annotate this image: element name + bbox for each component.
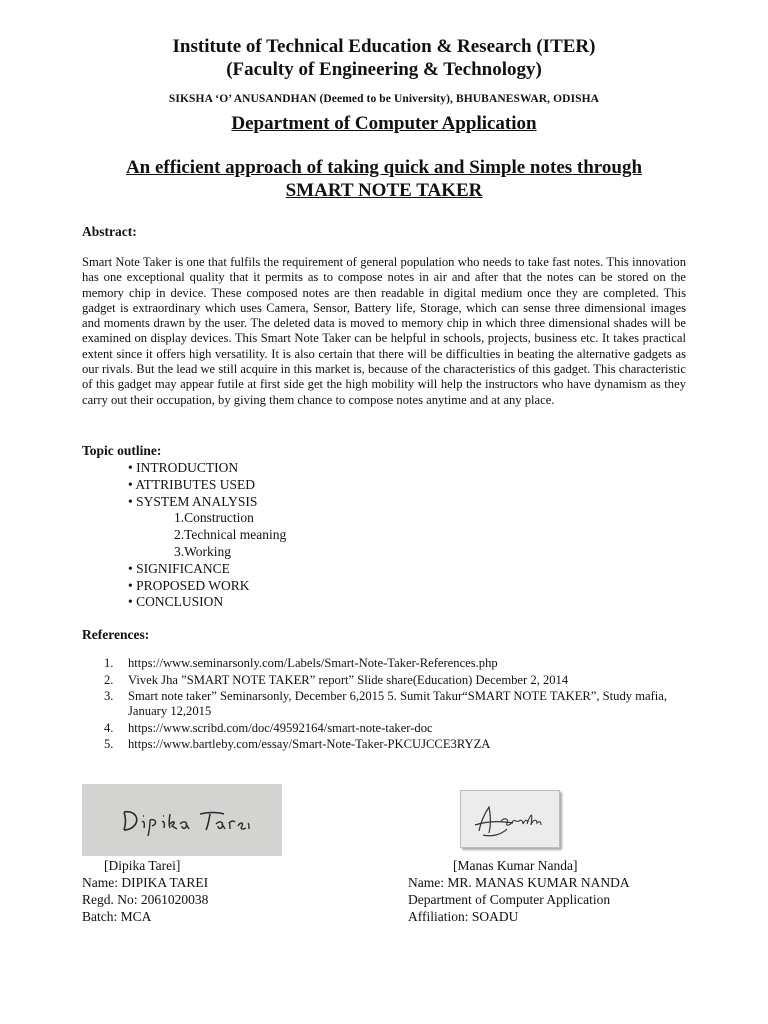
reference-number: 2. <box>104 672 114 687</box>
guide-signature-image <box>460 790 560 848</box>
department-heading: Department of Computer Application <box>231 113 537 134</box>
outline-item: • SYSTEM ANALYSIS <box>128 493 258 509</box>
reference-number: 4. <box>104 720 114 735</box>
guide-bracket-name: [Manas Kumar Nanda] <box>453 858 578 873</box>
reference-item <box>104 656 704 671</box>
student-signature-drawing <box>82 784 282 856</box>
paper-title <box>0 156 768 202</box>
references-label: References: <box>82 627 150 642</box>
university-line: SIKSHA ‘O’ ANUSANDHAN (Deemed to be University), BHUBANESWAR, ODISHA <box>168 93 600 105</box>
reference-text: https://www.scribd.com/doc/49592164/smart-note-taker-doc <box>128 720 433 735</box>
outline-subitem: 1.Construction <box>174 510 254 526</box>
abstract-label: Abstract: <box>82 224 137 239</box>
paper-title-line1: An efficient approach of taking quick and Simple notes through <box>125 157 643 178</box>
institute-heading: Institute of Technical Education & Research (ITER) <box>172 36 596 57</box>
reference-item <box>104 689 704 719</box>
student-name: Name: DIPIKA TAREI <box>82 875 209 890</box>
reference-number: 5. <box>104 737 114 751</box>
reference-item <box>104 673 704 688</box>
faculty-heading: (Faculty of Engineering & Technology) <box>226 59 542 80</box>
student-signature-image <box>82 784 282 856</box>
guide-affiliation: Affiliation: SOADU <box>408 909 519 924</box>
guide-name: Name: MR. MANAS KUMAR NANDA <box>408 875 630 890</box>
outline-item: • INTRODUCTION <box>128 460 239 475</box>
topic-outline-list <box>128 460 286 611</box>
reference-number: 1. <box>104 656 114 670</box>
guide-department: Department of Computer Application <box>408 892 611 907</box>
reference-text: https://www.seminarsonly.com/Labels/Smart-Note-Taker-References.php <box>128 656 498 670</box>
guide-signature-drawing <box>461 791 559 847</box>
reference-text: https://www.bartleby.com/essay/Smart-Note-Taker-PKCUJCCE3RYZA <box>128 737 491 751</box>
student-regd-no: Regd. No: 2061020038 <box>82 892 209 907</box>
paper-title-line2: SMART NOTE TAKER <box>285 180 483 201</box>
student-bracket-name: [Dipika Tarei] <box>104 858 181 873</box>
reference-number: 3. <box>104 689 114 703</box>
references-list <box>104 656 704 754</box>
reference-item <box>104 737 704 752</box>
reference-text: Vivek Jha ”SMART NOTE TAKER” report” Slide share(Education) December 2, 2014 <box>128 672 569 687</box>
reference-item <box>104 721 704 736</box>
outline-item: • PROPOSED WORK <box>128 577 250 593</box>
outline-item: • SIGNIFICANCE <box>128 560 230 576</box>
outline-subitem: 2.Technical meaning <box>174 527 287 543</box>
outline-item: • CONCLUSION <box>128 594 224 610</box>
outline-item: • ATTRIBUTES USED <box>128 476 255 492</box>
student-batch: Batch: MCA <box>82 909 152 924</box>
abstract-text: Smart Note Taker is one that fulfils the requirement of general population who needs to take fast notes. This innovation has one exceptional quality that it permits as to compose notes in air and after that the notes can be stored on the memory chip in device. These composed notes are then readable in digital medium once they are completed. This gadget is extraordinary which uses Camera, Sensor, Battery life, Storage, which can sense three dimensional images and moments drawn by the user. The deleted data is moved to memory chip in which three dimensional shades will be examined on display devices. This Smart Note Taker can be helpful in schools, projects, business etc. It takes practical extent since it offers high versatility. It is also certain that there will be difficulties in beating the alternative gadgets as our rivals. But the lead we still acquire in this market is, because of the characteristics of this gadget. This characteristic of this gadget may appear futile at first side get the high mobility will help the instructors who have dynamism as they carry out their occupation, by giving them chance to compose notes anytime and at any place. <box>82 255 686 407</box>
topic-outline-label: Topic outline: <box>82 443 162 458</box>
reference-text: Smart note taker” Seminarsonly, December 6,2015 5. Sumit Takur“SMART NOTE TAKER”, Study mafia, January 12,2015 <box>128 689 668 718</box>
outline-subitem: 3.Working <box>174 543 232 559</box>
